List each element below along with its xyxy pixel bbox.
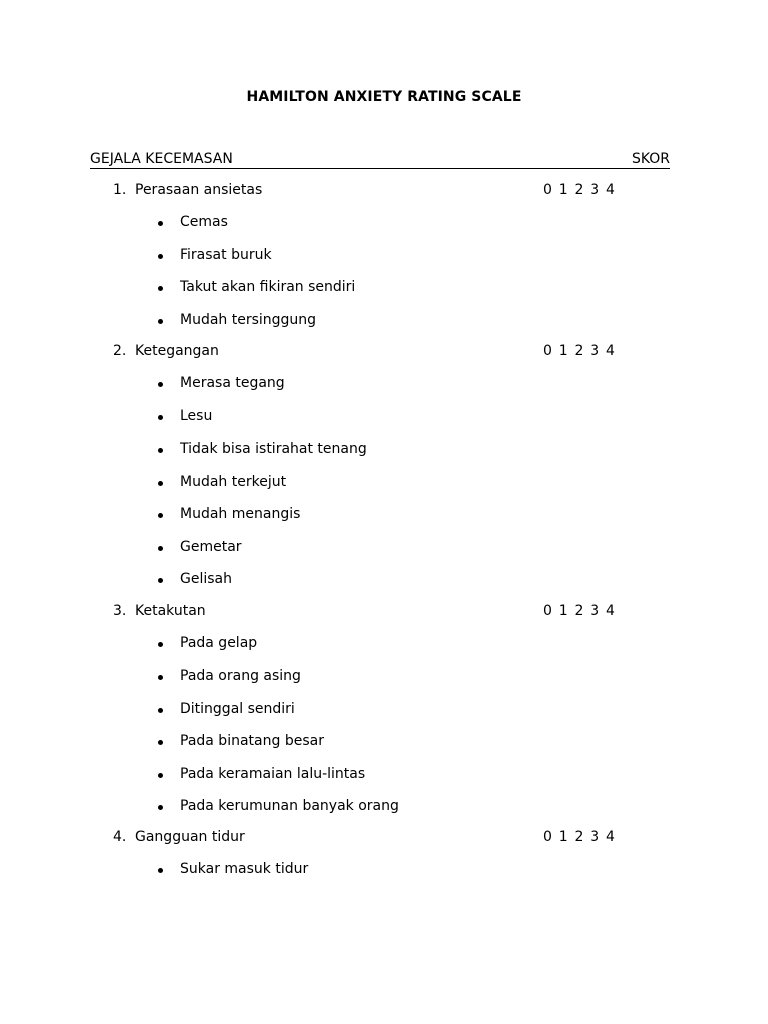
symptom-list-item xyxy=(158,798,558,818)
symptom-column-header: GEJALA KECEMASAN xyxy=(90,151,233,167)
symptom-list-item xyxy=(158,861,558,881)
symptom-text: Pada gelap xyxy=(180,635,258,651)
item-label: Ketakutan xyxy=(135,603,206,619)
bullet-icon xyxy=(158,221,163,226)
score-column-header: SKOR xyxy=(631,151,670,167)
bullet-icon xyxy=(158,805,163,810)
bullet-icon xyxy=(158,382,163,387)
item-number: 2. xyxy=(113,343,127,359)
page-title: HAMILTON ANXIETY RATING SCALE xyxy=(246,89,522,105)
symptom-list-item xyxy=(158,247,558,267)
item-label: Gangguan tidur xyxy=(135,829,245,845)
symptom-text: Pada kerumunan banyak orang xyxy=(180,798,399,814)
bullet-icon xyxy=(158,642,163,647)
symptom-text: Ditinggal sendiri xyxy=(180,701,295,717)
symptom-list-item xyxy=(158,441,558,461)
item-score-scale: 0 1 2 3 4 xyxy=(543,829,617,845)
symptom-text: Lesu xyxy=(180,408,213,424)
bullet-icon xyxy=(158,578,163,583)
symptom-text: Sukar masuk tidur xyxy=(180,861,309,877)
symptom-list-item xyxy=(158,408,558,428)
item-score-scale: 0 1 2 3 4 xyxy=(543,603,617,619)
list-item xyxy=(113,343,673,363)
symptom-list-item xyxy=(158,474,558,494)
bullet-icon xyxy=(158,481,163,486)
item-label: Perasaan ansietas xyxy=(135,182,263,198)
symptom-text: Pada binatang besar xyxy=(180,733,324,749)
symptom-text: Gelisah xyxy=(180,571,232,587)
bullet-icon xyxy=(158,319,163,324)
bullet-icon xyxy=(158,708,163,713)
symptom-text: Mudah menangis xyxy=(180,506,301,522)
item-number: 3. xyxy=(113,603,127,619)
symptom-text: Pada keramaian lalu-lintas xyxy=(180,766,366,782)
item-number: 1. xyxy=(113,182,127,198)
symptom-text: Mudah tersinggung xyxy=(180,312,317,328)
symptom-text: Mudah terkejut xyxy=(180,474,287,490)
symptom-list-item xyxy=(158,539,558,559)
bullet-icon xyxy=(158,415,163,420)
bullet-icon xyxy=(158,740,163,745)
symptom-list-item xyxy=(158,506,558,526)
bullet-icon xyxy=(158,448,163,453)
symptom-list-item xyxy=(158,214,558,234)
bullet-icon xyxy=(158,675,163,680)
symptom-list-item xyxy=(158,668,558,688)
bullet-icon xyxy=(158,513,163,518)
symptom-list-item xyxy=(158,571,558,591)
item-label: Ketegangan xyxy=(135,343,219,359)
symptom-list-item xyxy=(158,766,558,786)
symptom-list-item xyxy=(158,375,558,395)
symptom-text: Firasat buruk xyxy=(180,247,272,263)
symptom-list-item xyxy=(158,312,558,332)
symptom-text: Pada orang asing xyxy=(180,668,301,684)
symptom-list-item xyxy=(158,635,558,655)
list-item xyxy=(113,182,673,202)
item-number: 4. xyxy=(113,829,127,845)
table-header xyxy=(90,151,670,169)
bullet-icon xyxy=(158,254,163,259)
symptom-text: Gemetar xyxy=(180,539,242,555)
symptom-list-item xyxy=(158,701,558,721)
symptom-list-item xyxy=(158,733,558,753)
bullet-icon xyxy=(158,286,163,291)
list-item xyxy=(113,829,673,849)
bullet-icon xyxy=(158,868,163,873)
symptom-text: Cemas xyxy=(180,214,228,230)
list-item xyxy=(113,603,673,623)
item-score-scale: 0 1 2 3 4 xyxy=(543,182,617,198)
symptom-text: Tidak bisa istirahat tenang xyxy=(180,441,367,457)
symptom-text: Takut akan fikiran sendiri xyxy=(180,279,356,295)
bullet-icon xyxy=(158,546,163,551)
item-score-scale: 0 1 2 3 4 xyxy=(543,343,617,359)
symptom-list-item xyxy=(158,279,558,299)
symptom-text: Merasa tegang xyxy=(180,375,285,391)
bullet-icon xyxy=(158,773,163,778)
